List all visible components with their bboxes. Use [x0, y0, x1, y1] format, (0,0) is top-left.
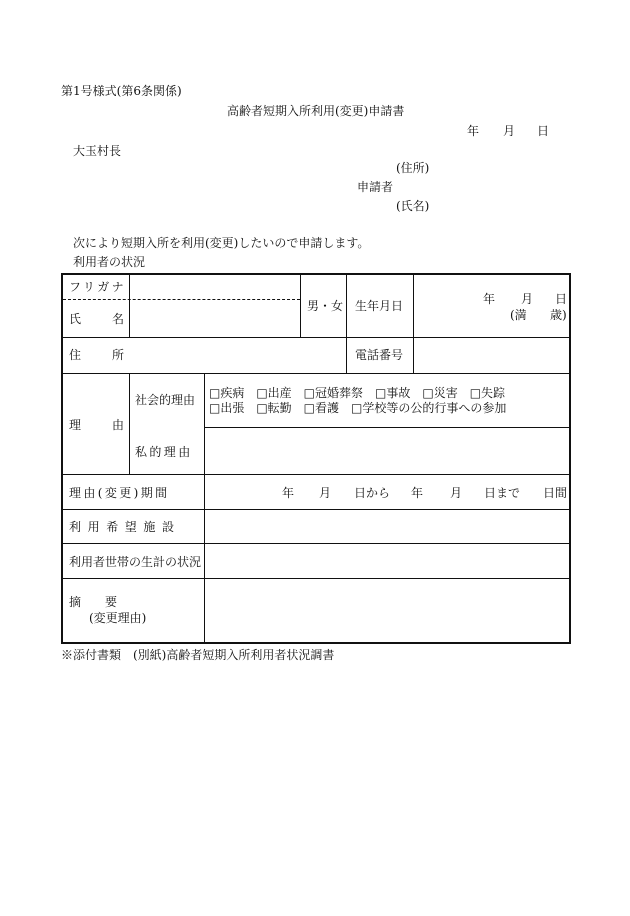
attachment-note: ※添付書類 (別紙)高齢者短期入所利用者状況調書 [61, 648, 335, 662]
private-reason-label: 私的理由 [135, 445, 193, 459]
applicant-label: 申請者 [357, 180, 394, 194]
address-label-first: 住 [69, 348, 82, 362]
applicant-name-label: (氏名) [396, 199, 430, 213]
birth-day-label: 日 [555, 292, 568, 306]
phone-label: 電話番号 [355, 348, 404, 362]
reason-label-first: 理 [69, 418, 82, 432]
birth-month-label: 月 [521, 292, 534, 306]
period-label: 理由(変更)期間 [69, 486, 170, 500]
summary-label-first: 摘 [69, 595, 82, 609]
user-status-table [61, 273, 571, 644]
period-month-second: 月 [450, 486, 463, 500]
birth-year-label: 年 [483, 292, 496, 306]
sex-label: 男・女 [307, 299, 344, 313]
page-title: 高齢者短期入所利用(変更)申請書 [227, 104, 405, 118]
summary-sub-label: (変更理由) [89, 611, 147, 625]
age-open-label: (満 [510, 308, 527, 322]
furigana-label: フリガナ [69, 280, 127, 294]
period-year-first: 年 [282, 486, 295, 500]
name-label-second: 名 [112, 312, 125, 326]
address-label-second: 所 [112, 348, 125, 362]
period-days-label: 日間 [543, 486, 568, 500]
intro-text: 次により短期入所を利用(変更)したいので申請します。 [73, 236, 370, 250]
section-label: 利用者の状況 [73, 255, 146, 269]
social-reason-label: 社会的理由 [135, 393, 196, 407]
birthdate-label: 生年月日 [355, 299, 404, 313]
facility-label: 利用希望施設 [69, 520, 181, 534]
applicant-address-label: (住所) [396, 161, 430, 175]
form-number: 第1号様式(第6条関係) [61, 84, 182, 98]
addressee: 大玉村長 [73, 144, 122, 158]
period-from-label: 日から [354, 486, 391, 500]
date-year-label: 年 [467, 124, 480, 138]
furigana-divider [63, 299, 300, 300]
period-until-label: 日まで [484, 486, 521, 500]
date-month-label: 月 [503, 124, 516, 138]
period-month-first: 月 [319, 486, 332, 500]
reason-label-second: 由 [112, 418, 125, 432]
summary-label-second: 要 [105, 595, 118, 609]
age-close-label: 歳) [550, 308, 567, 322]
household-label: 利用者世帯の生計の状況 [69, 555, 202, 569]
social-reason-options-row2: □出張 □転勤 □看護 □学校等の公的行事への参加 [209, 401, 507, 415]
date-day-label: 日 [537, 124, 550, 138]
social-reason-options-row1: □疾病 □出産 □冠婚葬祭 □事故 □災害 □失踪 [209, 386, 506, 400]
name-label-first: 氏 [69, 312, 82, 326]
period-year-second: 年 [411, 486, 424, 500]
